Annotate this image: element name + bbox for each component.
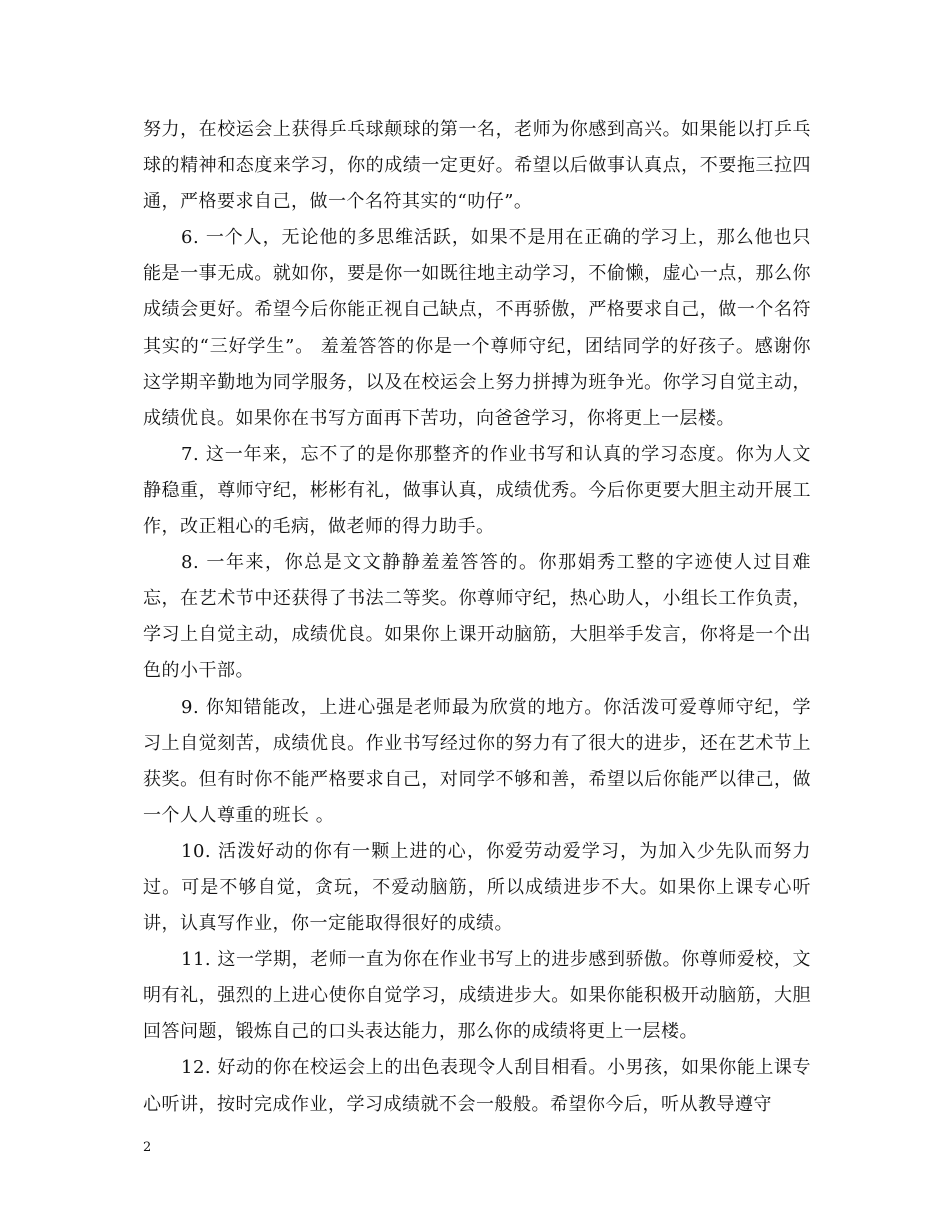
paragraph-item-10: 10. 活泼好动的你有一颗上进的心，你爱劳动爱学习，为加入少先队而努力过。可是不够自觉，贪玩，不爱动脑筋，所以成绩进步不大。如果你上课专心听讲，认真写作业，你一定能取得很好的成绩。 [143, 840, 811, 935]
paragraph-item-12: 12. 好动的你在校运会上的出色表现令人刮目相看。小男孩，如果你能上课专心听讲，按时完成作业，学习成绩就不会一般般。希望你今后，听从教导遵守 [143, 1057, 811, 1115]
page-number: 2 [143, 1140, 152, 1155]
paragraph-item-7: 7. 这一年来，忘不了的是你那整齐的作业书写和认真的学习态度。你为人文静稳重，尊师守纪，彬彬有礼，做事认真，成绩优秀。今后你更要大胆主动开展工作，改正粗心的毛病，做老师的得力助手。 [143, 443, 811, 538]
document-page [143, 112, 811, 1123]
paragraph-item-9: 9. 你知错能改，上进心强是老师最为欣赏的地方。你活泼可爱尊师守纪，学习上自觉刻苦，成绩优良。作业书写经过你的努力有了很大的进步，还在艺术节上获奖。但有时你不能严格要求自己，对同学不够和善，希望以后你能严以律己，做一个人人尊重的班长 。 [143, 696, 811, 826]
paragraph-item-6: 6. 一个人，无论他的多思维活跃，如果不是用在正确的学习上，那么他也只能是一事无成。就如你，要是你一如既往地主动学习，不偷懒，虚心一点，那么你成绩会更好。希望今后你能正视自己缺点，不再骄傲，严格要求自己，做一个名符其实的“三好学生”。 羞羞答答的你是一个尊师守纪，团结同学的好孩子。感谢你这学期辛勤地为同学服务，以及在校运会上努力拼搏为班争光。你学习自觉主动，成绩优良。如果你在书写方面再下苦功，向爸爸学习，你将更上一层楼。 [143, 227, 811, 429]
paragraph-item-11: 11. 这一学期，老师一直为你在作业书写上的进步感到骄傲。你尊师爱校，文明有礼，强烈的上进心使你自觉学习，成绩进步大。如果你能积极开动脑筋，大胆回答问题，锻炼自己的口头表达能力，那么你的成绩将更上一层楼。 [143, 949, 811, 1043]
paragraph-continuation: 努力，在校运会上获得乒乓球颠球的第一名，老师为你感到高兴。如果能以打乒乓球的精神和态度来学习，你的成绩一定更好。希望以后做事认真点，不要拖三拉四通，严格要求自己，做一个名符其实的“叻仔”。 [143, 119, 811, 213]
paragraph-item-8: 8. 一年来，你总是文文静静羞羞答答的。你那娟秀工整的字迹使人过目难忘，在艺术节中还获得了书法二等奖。你尊师守纪，热心助人，小组长工作负责，学习上自觉主动，成绩优良。如果你上课开动脑筋，大胆举手发言，你将是一个出色的小干部。 [143, 552, 811, 682]
